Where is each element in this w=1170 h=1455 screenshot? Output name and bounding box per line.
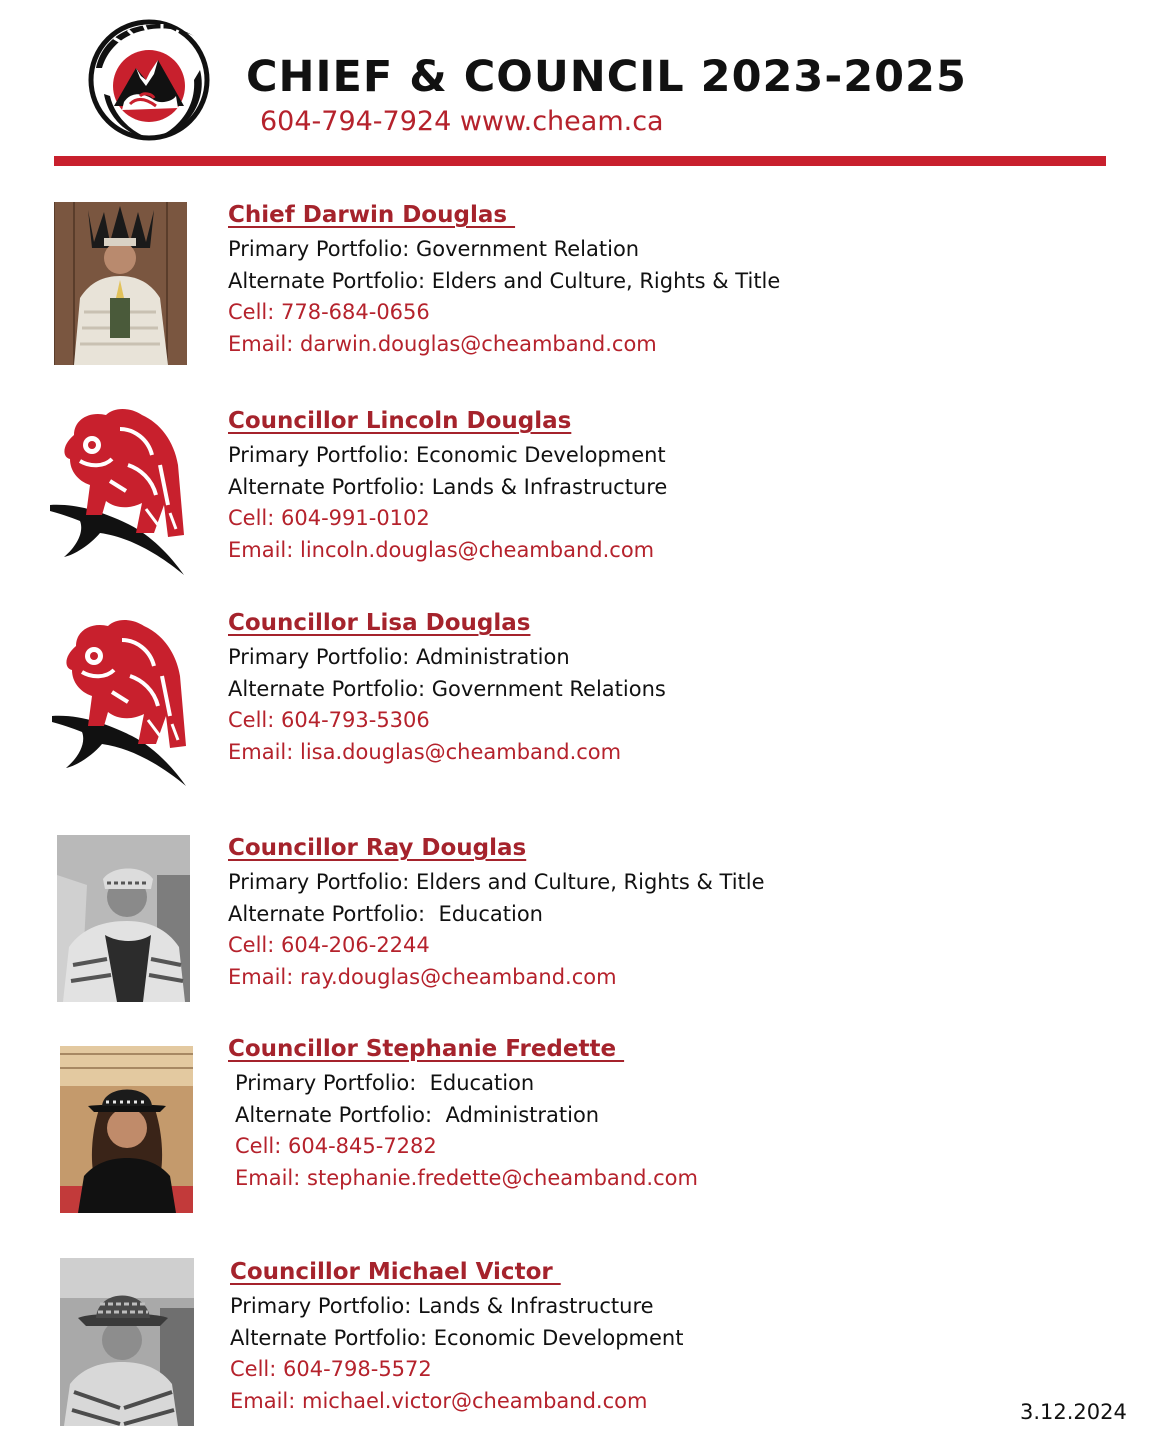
member-name[interactable]: Councillor Stephanie Fredette <box>228 1036 625 1062</box>
primary-portfolio: Primary Portfolio: Government Relation <box>228 237 640 261</box>
alternate-portfolio: Alternate Portfolio: Government Relations <box>228 676 666 701</box>
cell-number: Cell: 604-991-0102 <box>228 506 430 530</box>
member-name[interactable]: Councillor Michael Victor <box>230 1259 561 1285</box>
member-photo-darwin <box>54 202 187 365</box>
email-address[interactable]: Email: stephanie.fredette@cheamband.com <box>235 1165 698 1190</box>
email-address[interactable]: Email: lincoln.douglas@cheamband.com <box>228 537 655 562</box>
member-info <box>228 610 666 768</box>
member-photo-michael <box>60 1258 194 1426</box>
cell-number: Cell: 604-798-5572 <box>230 1357 432 1381</box>
member-name[interactable]: Councillor Lincoln Douglas <box>228 408 572 434</box>
bear-formline-icon <box>50 405 186 577</box>
member-name[interactable]: Chief Darwin Douglas <box>228 202 516 228</box>
member-name[interactable]: Councillor Lisa Douglas <box>228 610 531 636</box>
member-info <box>230 1259 683 1417</box>
member-info <box>228 1036 698 1194</box>
primary-portfolio: Primary Portfolio: Administration <box>228 645 570 669</box>
email-address[interactable]: Email: lisa.douglas@cheamband.com <box>228 739 622 764</box>
member-info <box>228 408 667 566</box>
primary-portfolio: Primary Portfolio: Lands & Infrastructure <box>230 1294 654 1318</box>
alternate-portfolio: Alternate Portfolio: Lands & Infrastructure <box>228 474 668 499</box>
primary-portfolio: Primary Portfolio: Elders and Culture, Rights & Title <box>228 870 765 894</box>
member-photo-ray <box>57 835 190 1002</box>
cell-number: Cell: 604-793-5306 <box>228 708 430 732</box>
cell-number: Cell: 604-206-2244 <box>228 933 430 957</box>
page-title: CHIEF & COUNCIL 2023-2025 <box>246 52 967 102</box>
bear-formline-icon <box>52 616 188 788</box>
email-address[interactable]: Email: darwin.douglas@cheamband.com <box>228 331 657 356</box>
cheam-logo-icon <box>84 10 214 146</box>
email-address[interactable]: Email: ray.douglas@cheamband.com <box>228 964 617 989</box>
alternate-portfolio: Alternate Portfolio: Elders and Culture, Rights & Title <box>228 268 781 293</box>
member-name[interactable]: Councillor Ray Douglas <box>228 835 527 861</box>
document-date: 3.12.2024 <box>1020 1400 1127 1424</box>
email-address[interactable]: Email: michael.victor@cheamband.com <box>230 1388 648 1413</box>
primary-portfolio: Primary Portfolio: Education <box>235 1071 535 1095</box>
cell-number: Cell: 604-845-7282 <box>235 1134 437 1158</box>
header-divider <box>54 156 1106 166</box>
primary-portfolio: Primary Portfolio: Economic Development <box>228 443 666 467</box>
alternate-portfolio: Alternate Portfolio: Education <box>228 901 543 926</box>
alternate-portfolio: Alternate Portfolio: Economic Development <box>230 1325 684 1350</box>
alternate-portfolio: Alternate Portfolio: Administration <box>235 1102 600 1127</box>
cell-number: Cell: 778-684-0656 <box>228 300 430 324</box>
member-photo-stephanie <box>60 1046 193 1213</box>
contact-line[interactable]: 604-794-7924 www.cheam.ca <box>260 106 664 137</box>
member-info <box>228 835 765 993</box>
member-info <box>228 202 780 360</box>
